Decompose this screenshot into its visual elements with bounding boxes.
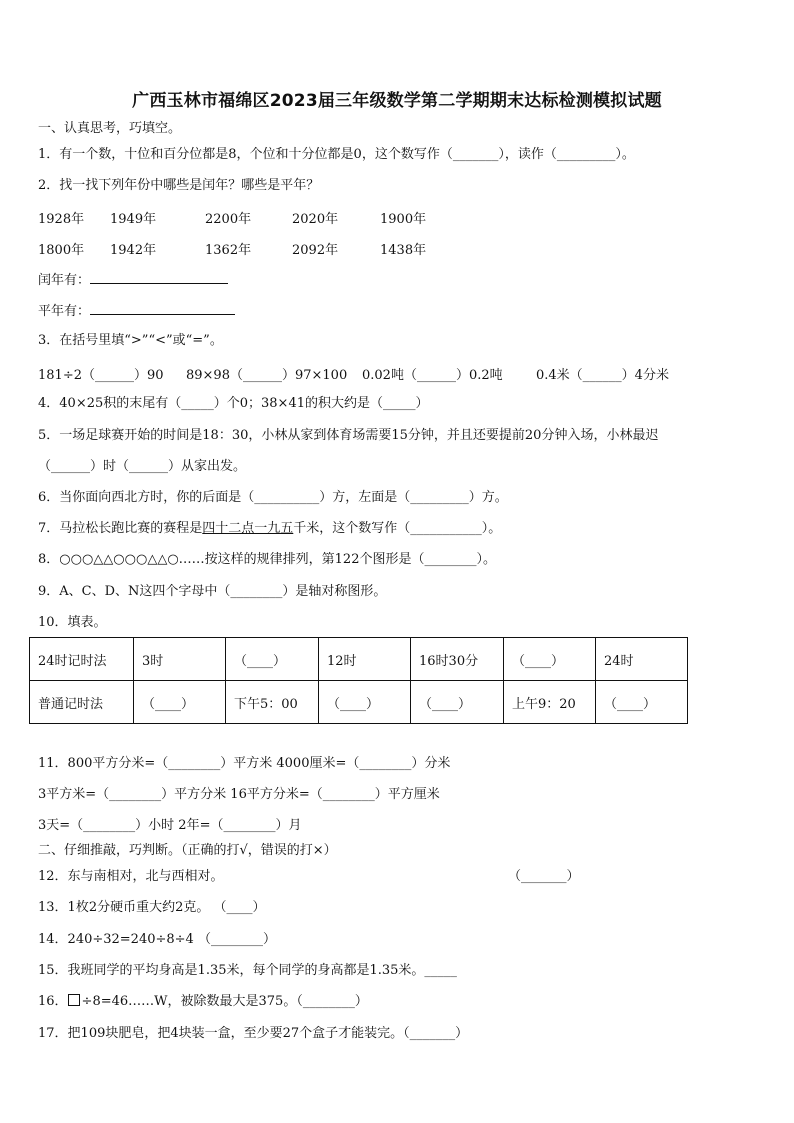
question-5-line-2: （______）时（______）从家出发。 — [38, 459, 247, 474]
question-14: 14．240÷32=240÷8÷4 （________） — [38, 932, 276, 947]
question-16-text: ÷8=46……W，被除数最大是375。（________） — [81, 994, 368, 1009]
section-2-heading: 二、仔细推敲，巧判断。（正确的打√，错误的打×） — [38, 843, 337, 858]
question-9: 9．A、C、D、N这四个字母中（________）是轴对称图形。 — [38, 584, 387, 599]
table-row — [30, 681, 688, 724]
square-box-icon — [68, 994, 80, 1006]
year-item: 1800年 — [38, 243, 85, 258]
question-15: 15．我班同学的平均身高是1.35米，每个同学的身高都是1.35米。_____ — [38, 963, 457, 978]
leap-years-label: 闰年有： — [38, 273, 91, 288]
question-1: 1．有一个数，十位和百分位都是8，个位和十分位都是0，这个数写作（_______），读作（_________）。 — [38, 147, 635, 162]
question-12-text: 12．东与南相对，北与西相对。 — [38, 869, 224, 884]
table-cell: 24时 — [596, 638, 688, 681]
question-7-prefix: 7．马拉松长跑比赛的赛程是 — [38, 521, 203, 536]
compare-item: 89×98（______）97×100 — [186, 368, 348, 383]
common-years-label: 平年有： — [38, 304, 91, 319]
table-cell: 16时30分 — [411, 638, 504, 681]
question-17: 17．把109块肥皂，把4块装一盒，至少要27个盒子才能装完。（_______） — [38, 1026, 469, 1041]
question-11-line-2: 3平方米=（________）平方分米 16平方分米=（________）平方厘米 — [38, 787, 440, 802]
table-cell: 3时 — [134, 638, 226, 681]
table-cell[interactable]: （____） — [504, 638, 596, 681]
question-7-suffix: 千米，这个数写作（___________）。 — [293, 521, 502, 536]
table-cell[interactable]: （____） — [319, 681, 411, 724]
question-8: 8．○○○△△○○○△△○……按这样的规律排列，第122个图形是（________）。 — [38, 552, 496, 567]
year-item: 1949年 — [110, 212, 157, 227]
section-1-heading: 一、认真思考，巧填空。 — [38, 121, 182, 136]
table-cell[interactable]: （____） — [226, 638, 319, 681]
table-row — [30, 638, 688, 681]
time-conversion-table — [29, 637, 688, 724]
table-cell: 上午9：20 — [504, 681, 596, 724]
table-cell[interactable]: （____） — [596, 681, 688, 724]
page-title: 广西玉林市福绵区2023届三年级数学第二学期期末达标检测模拟试题 — [132, 91, 662, 111]
leap-years-line — [38, 270, 228, 290]
table-cell: 24时记时法 — [30, 638, 134, 681]
question-7 — [38, 520, 501, 538]
table-cell[interactable]: （____） — [411, 681, 504, 724]
question-11-line-1: 11．800平方分米=（________）平方米 4000厘米=（________）分米 — [38, 756, 451, 771]
question-16-number: 16． — [38, 994, 68, 1009]
year-item: 2020年 — [292, 212, 339, 227]
question-2: 2．找一找下列年份中哪些是闰年？哪些是平年？ — [38, 178, 320, 193]
year-item: 1928年 — [38, 212, 85, 227]
question-12 — [38, 868, 580, 886]
table-cell[interactable]: （____） — [134, 681, 226, 724]
question-5-line-1: 5．一场足球赛开始的时间是18：30，小林从家到体育场需要15分钟，并且还要提前20分钟入场，小林最迟 — [38, 428, 659, 443]
common-years-blank[interactable] — [90, 301, 235, 315]
question-13: 13．1枚2分硬币重大约2克。 （____） — [38, 900, 266, 915]
year-item: 2200年 — [205, 212, 252, 227]
common-years-line — [38, 301, 235, 321]
year-item: 1438年 — [380, 243, 427, 258]
question-16 — [38, 993, 368, 1011]
question-4: 4．40×25积的末尾有（_____）个0；38×41的积大约是（_____） — [38, 396, 429, 411]
question-3: 3．在括号里填“>”“<”或“=”。 — [38, 333, 223, 348]
year-item: 1900年 — [380, 212, 427, 227]
table-cell: 下午5：00 — [226, 681, 319, 724]
compare-item: 0.02吨（______）0.2吨 — [362, 368, 503, 383]
question-10: 10．填表。 — [38, 615, 107, 630]
question-7-underlined: 四十二点一九五 — [202, 521, 294, 536]
question-6: 6．当你面向西北方时，你的后面是（__________）方，左面是（_________）方。 — [38, 490, 508, 505]
question-12-answer[interactable]: （_______） — [508, 869, 580, 884]
year-item: 2092年 — [292, 243, 339, 258]
table-cell: 12时 — [319, 638, 411, 681]
question-11-line-3: 3天=（________）小时 2年=（________）月 — [38, 818, 302, 833]
year-item: 1942年 — [110, 243, 157, 258]
compare-item: 181÷2（______）90 — [38, 368, 164, 383]
compare-item: 0.4米（______）4分米 — [536, 368, 669, 383]
table-cell: 普通记时法 — [30, 681, 134, 724]
year-item: 1362年 — [205, 243, 252, 258]
leap-years-blank[interactable] — [90, 270, 228, 284]
